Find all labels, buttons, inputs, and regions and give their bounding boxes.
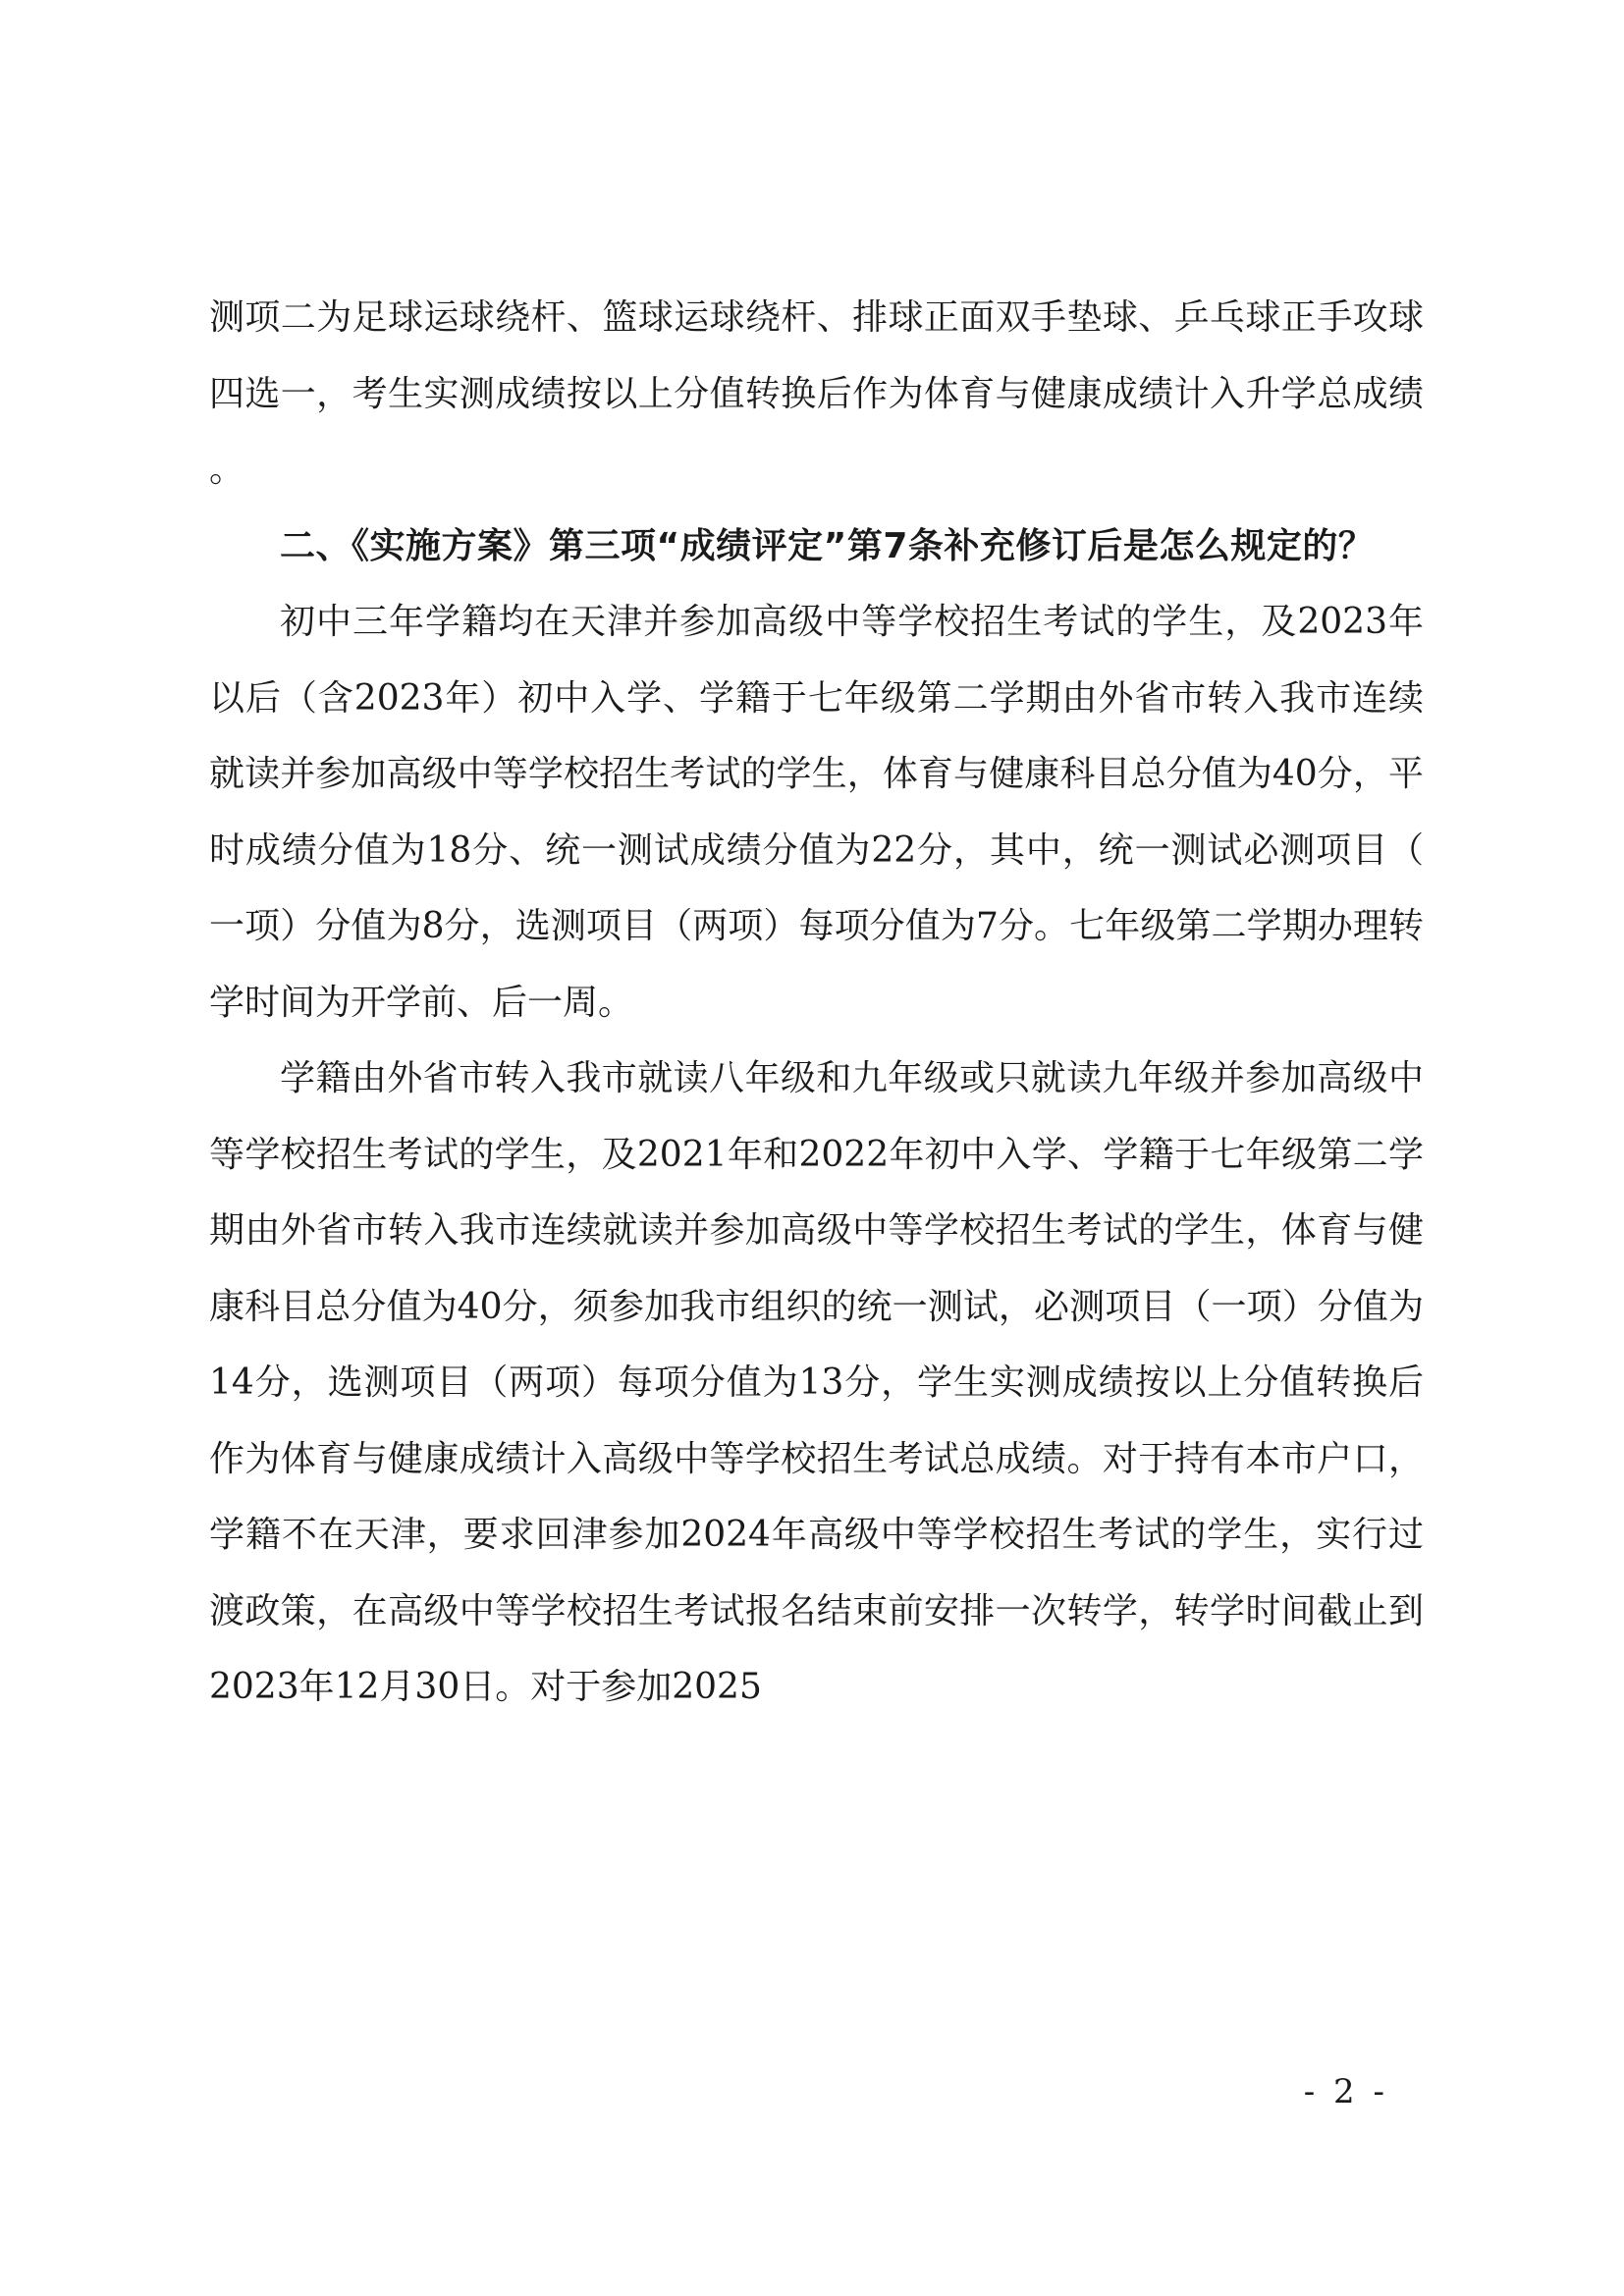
page-number: - 2 -	[1303, 2072, 1388, 2111]
paragraph: 学籍由外省市转入我市就读八年级和九年级或只就读九年级并参加高级中等学校招生考试的学生，及2021年和2022年初中入学、学籍于七年级第二学期由外省市转入我市连续就读并参加高级中等学校招生考试的学生，体育与健康科目总分值为40分，须参加我市组织的统一测试，必测项目（一项）分值为14分，选测项目（两项）每项分值为13分，学生实测成绩按以上分值转换后作为体育与健康成绩计入高级中等学校招生考试总成绩。对于持有本市户口，学籍不在天津，要求回津参加2024年高级中等学校招生考试的学生，实行过渡政策，在高级中等学校招生考试报名结束前安排一次转学，转学时间截止到2023年12月30日。对于参加2025	[209, 1058, 1424, 1707]
paragraph-continuation: 测项二为足球运球绕杆、篮球运球绕杆、排球正面双手垫球、乒乓球正手攻球四选一，考生实测成绩按以上分值转换后作为体育与健康成绩计入升学总成绩。	[209, 297, 1424, 490]
paragraph: 初中三年学籍均在天津并参加高级中等学校招生考试的学生，及2023年以后（含2023年）初中入学、学籍于七年级第二学期由外省市转入我市连续就读并参加高级中等学校招生考试的学生，体育与健康科目总分值为40分，平时成绩分值为18分、统一测试成绩分值为22分，其中，统一测试必测项目（一项）分值为8分，选测项目（两项）每项分值为7分。七年级第二学期办理转学时间为开学前、后一周。	[209, 602, 1424, 1023]
section-heading: 二、《实施方案》第三项“成绩评定”第7条补充修订后是怎么规定的？	[280, 525, 1375, 566]
document-body	[209, 280, 1424, 1726]
